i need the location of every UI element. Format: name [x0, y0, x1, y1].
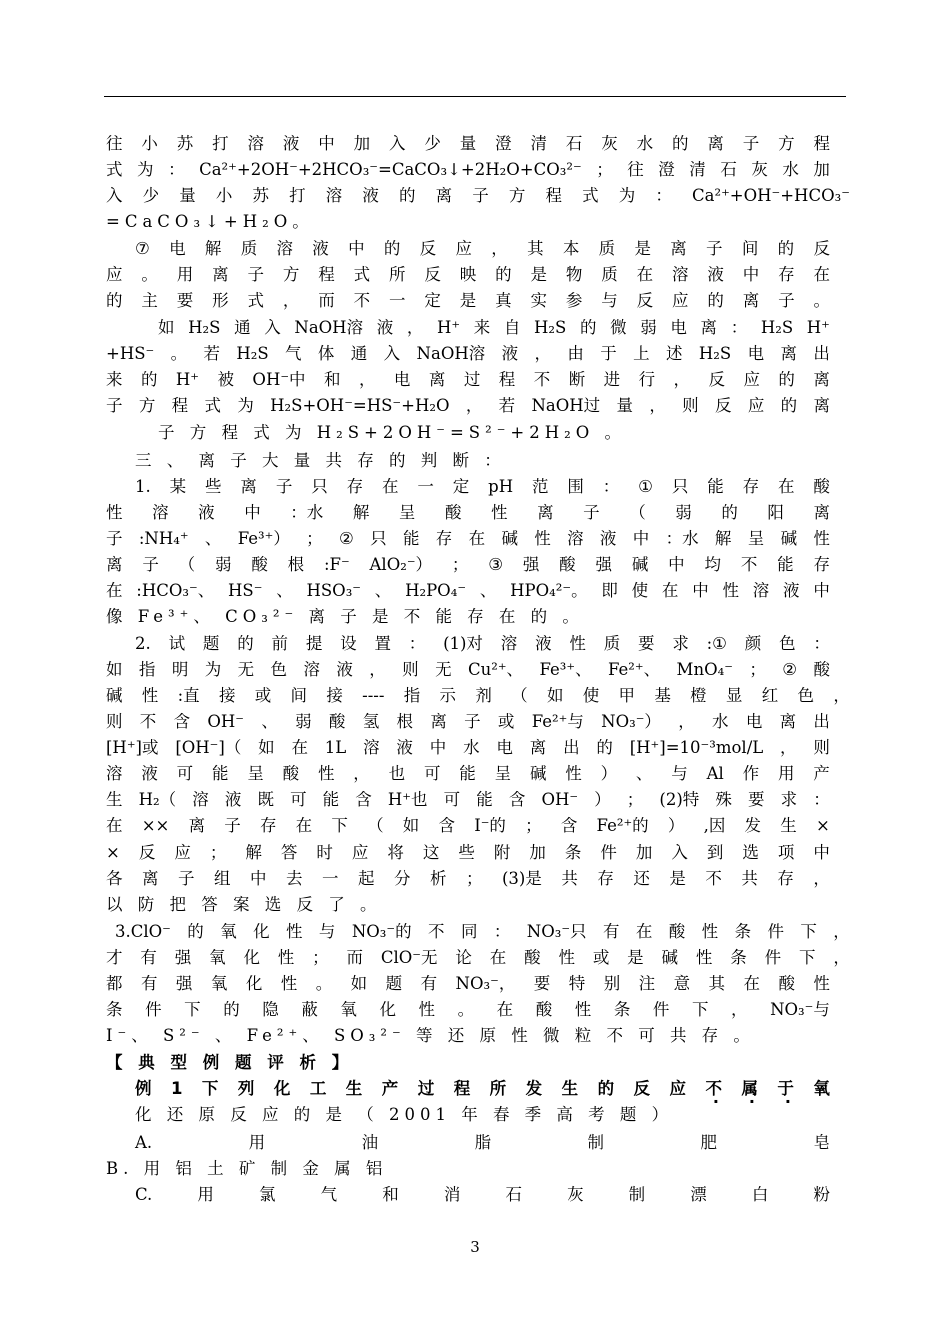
text-line: 则 不 含 OH⁻ 、 弱 酸 氢 根 离 子 或 Fe²⁺与 NO₃⁻） ， 水 电 离 出	[106, 712, 830, 731]
text-line: 性 溶 液 中 ：水 解 呈 酸 性 离 子 （ 弱 的 阳 离	[106, 503, 830, 522]
text-line: 2. 试 题 的 前 提 设 置 ： (1)对 溶 液 性 质 要 求 :① 颜 色 ：	[135, 634, 830, 653]
text-line: 在 ×× 离 子 存 在 下 （ 如 含 I⁻的 ； 含 Fe²⁺的 ） ,因 发 生 ×	[106, 816, 830, 835]
text-line: 子 方 程 式 为 H₂S+OH⁻=HS⁻+H₂O ， 若 NaOH过 量 ， 则 反 应 的 离	[106, 396, 830, 415]
text-line: 如 指 明 为 无 色 溶 液 ， 则 无 Cu²⁺、 Fe³⁺、 Fe²⁺、 MnO₄⁻ ； ② 酸	[106, 660, 830, 679]
text-line: 生 H₂（ 溶 液 既 可 能 含 H⁺也 可 能 含 OH⁻ ） ； (2)特 殊 要 求 ：	[106, 790, 830, 809]
text-line: 子 :NH₄⁺ 、 Fe³⁺） ； ② 只 能 存 在 碱 性 溶 液 中 ：水 解 呈 碱 性	[106, 529, 830, 548]
text-line: 各 离 子 组 中 去 一 起 分 析 ； (3)是 共 存 还 是 不 共 存 ，	[106, 869, 830, 888]
text-line: [H⁺]或 [OH⁻]（ 如 在 1L 溶 液 中 水 电 离 出 的 [H⁺]=10⁻³mol/L ， 则	[106, 738, 830, 757]
text-line: 都 有 强 氧 化 性 。 如 题 有 NO₃⁻， 要 特 别 注 意 其 在 酸 性	[106, 974, 830, 993]
text-line: 子 方 程 式 为 H₂S+2OH⁻=S²⁻+2H₂O 。	[158, 423, 627, 442]
text-line: 化 还 原 反 应 的 是 （ 2001 年 春 季 高 考 题 ）	[135, 1105, 674, 1124]
text-line: =CaCO₃↓+H₂O。	[106, 212, 314, 231]
text-line: 【 典 型 例 题 评 析 】	[106, 1053, 354, 1072]
page-number: 3	[470, 1238, 480, 1256]
text-line: ⑦ 电 解 质 溶 液 中 的 反 应 ， 其 本 质 是 离 子 间 的 反	[135, 239, 830, 258]
text-line: 的 主 要 形 式 ， 而 不 一 定 是 真 实 参 与 反 应 的 离 子 。	[106, 291, 830, 310]
text-line: I⁻、 S²⁻ 、 Fe²⁺、 SO₃²⁻ 等 还 原 性 微 粒 不 可 共 存 。	[106, 1026, 755, 1045]
text-line: 往 小 苏 打 溶 液 中 加 入 少 量 澄 清 石 灰 水 的 离 子 方 程	[106, 134, 830, 153]
text-line: 在 :HCO₃⁻、 HS⁻ 、 HSO₃⁻ 、 H₂PO₄⁻ 、 HPO₄²⁻。 即 使 在 中 性 溶 液 中	[106, 581, 830, 600]
text-line: 碱 性 :直 接 或 间 接 ---- 指 示 剂 （ 如 使 甲 基 橙 显 红 色 ，	[106, 686, 850, 705]
text-line: C. 用 氯 气 和 消 石 灰 制 漂 白 粉	[135, 1185, 830, 1204]
text-line: 例 1 下 列 化 工 生 产 过 程 所 发 生 的 反 应 不 · 属 · 于 · 氧	[135, 1076, 830, 1102]
text-line: A. 用 油 脂 制 肥 皂	[135, 1133, 830, 1152]
text-line: 条 件 下 的 隐 蔽 氧 化 性 。 在 酸 性 条 件 下 ， NO₃⁻与	[106, 1000, 830, 1019]
text-line: 应 。 用 离 子 方 程 式 所 反 映 的 是 物 质 在 溶 液 中 存 在	[106, 265, 830, 284]
text-line: 1. 某 些 离 子 只 存 在 一 定 pH 范 围 ： ① 只 能 存 在 酸	[135, 477, 830, 496]
text-line: +HS⁻ 。 若 H₂S 气 体 通 入 NaOH溶 液 ， 由 于 上 述 H₂S 电 离 出	[106, 344, 830, 363]
text-line: 三 、 离 子 大 量 共 存 的 判 断 ：	[135, 451, 506, 470]
text-line: B. 用 铝 土 矿 制 金 属 铝	[106, 1159, 388, 1178]
text-line: 如 H₂S 通 入 NaOH溶 液 ， H⁺ 来 自 H₂S 的 微 弱 电 离 ： H₂S H⁺	[158, 318, 830, 337]
text-line: 溶 液 可 能 呈 酸 性 ， 也 可 能 呈 碱 性 ） 、 与 Al 作 用 产	[106, 764, 830, 783]
text-line: 式 为 ： Ca²⁺+2OH⁻+2HCO₃⁻=CaCO₃↓+2H₂O+CO₃²⁻ ； 往 澄 清 石 灰 水 加	[106, 160, 830, 179]
header-rule	[104, 96, 846, 97]
text-line: 3.ClO⁻ 的 氧 化 性 与 NO₃⁻的 不 同 ： NO₃⁻只 有 在 酸 性 条 件 下 ，	[115, 922, 850, 941]
text-line: × 反 应 ； 解 答 时 应 将 这 些 附 加 条 件 加 入 到 选 项 中	[106, 843, 830, 862]
text-line: 来 的 H⁺ 被 OH⁻中 和 ， 电 离 过 程 不 断 进 行 ， 反 应 的 离	[106, 370, 830, 389]
text-line: 离 子 （ 弱 酸 根 :F⁻ AlO₂⁻） ； ③ 强 酸 强 碱 中 均 不 能 存	[106, 555, 830, 574]
text-line: 才 有 强 氧 化 性 ； 而 ClO⁻无 论 在 酸 性 或 是 碱 性 条 件 下 ，	[106, 948, 850, 967]
text-line: 入 少 量 小 苏 打 溶 液 的 离 子 方 程 式 为 ： Ca²⁺+OH⁻+HCO₃⁻	[106, 186, 850, 205]
text-line: 像 Fe³⁺、 CO₃²⁻ 离 子 是 不 能 存 在 的 。	[106, 607, 584, 626]
text-line: 以 防 把 答 案 选 反 了 。	[106, 895, 382, 914]
